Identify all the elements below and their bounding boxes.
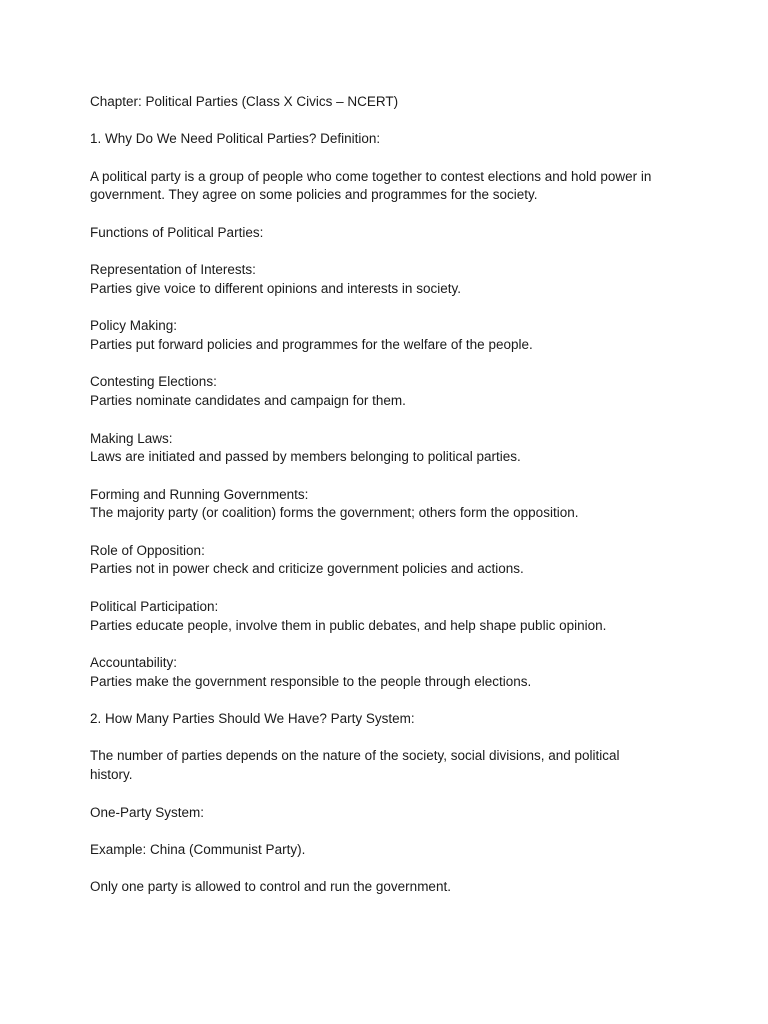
section2-heading: 2. How Many Parties Should We Have? Party System:: [90, 711, 415, 727]
one-party-note: Only one party is allowed to control and run the government.: [90, 879, 451, 895]
party-system-intro-line-1: The number of parties depends on the nature of the society, social divisions, and political: [90, 748, 620, 764]
function-text: Parties put forward policies and programmes for the welfare of the people.: [90, 337, 533, 353]
function-title: Making Laws:: [90, 430, 173, 446]
function-title: Role of Opposition:: [90, 542, 205, 558]
function-title: Accountability:: [90, 654, 178, 670]
function-text: Parties give voice to different opinions and interests in society.: [90, 280, 461, 296]
function-text: Parties make the government responsible to the people through elections.: [90, 673, 532, 689]
function-title: Policy Making:: [90, 318, 178, 334]
function-title: Forming and Running Governments:: [90, 486, 309, 502]
function-title: Representation of Interests:: [90, 262, 256, 278]
definition-line-1: A political party is a group of people who come together to contest elections and hold power in: [90, 168, 652, 184]
section1-heading: 1. Why Do We Need Political Parties? Definition:: [90, 131, 381, 147]
function-title: Political Participation:: [90, 598, 219, 614]
party-system-intro-line-2: history.: [90, 767, 133, 783]
function-text: Laws are initiated and passed by members belonging to political parties.: [90, 449, 521, 465]
document-page: [90, 93, 690, 897]
function-text: Parties not in power check and criticize government policies and actions.: [90, 561, 524, 577]
function-text: The majority party (or coalition) forms the government; others form the opposition.: [90, 505, 579, 521]
function-title: Contesting Elections:: [90, 374, 217, 390]
one-party-example: Example: China (Communist Party).: [90, 841, 306, 857]
definition-line-2: government. They agree on some policies and programmes for the society.: [90, 187, 538, 203]
chapter-title: Chapter: Political Parties (Class X Civics – NCERT): [90, 94, 399, 109]
one-party-heading: One-Party System:: [90, 804, 205, 820]
functions-heading: Functions of Political Parties:: [90, 224, 264, 240]
function-text: Parties educate people, involve them in public debates, and help shape public opinion.: [90, 617, 607, 633]
function-text: Parties nominate candidates and campaign for them.: [90, 393, 406, 409]
